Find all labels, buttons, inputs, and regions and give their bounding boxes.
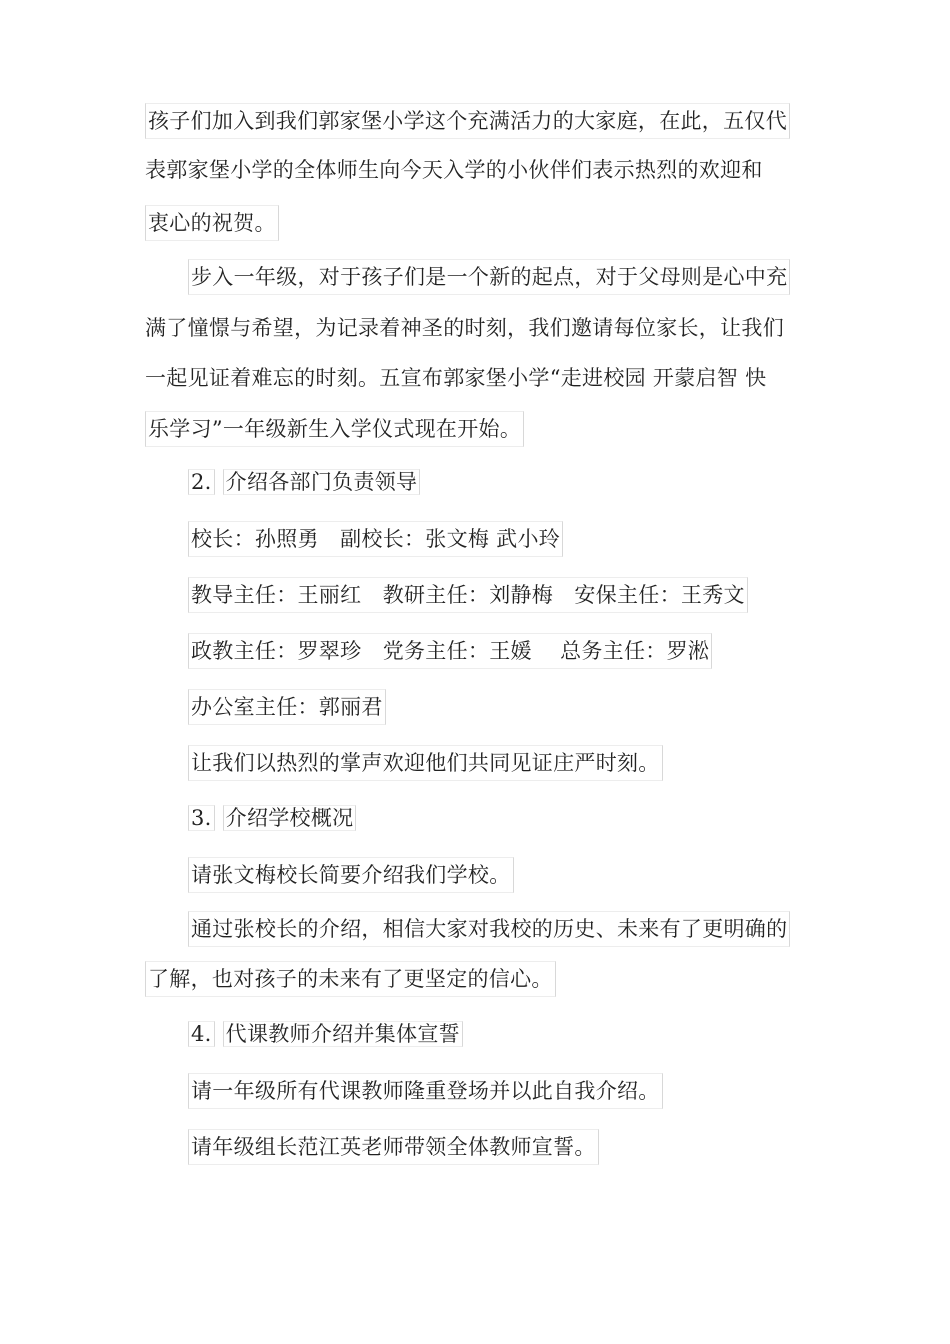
paragraph-line: 孩子们加入到我们郭家堡小学这个充满活力的大家庭，在此，五仅代	[145, 103, 790, 139]
leader-line: 校长：孙照勇 副校长：张文梅 武小玲	[188, 521, 563, 557]
section-title: 介绍学校概况	[223, 805, 357, 831]
paragraph-line: 请一年级所有代课教师隆重登场并以此自我介绍。	[188, 1073, 663, 1109]
section-title: 介绍各部门负责领导	[223, 469, 421, 495]
leader-line: 政教主任：罗翠珍 党务主任：王媛 总务主任：罗淞	[188, 633, 712, 669]
section-heading	[188, 465, 420, 499]
paragraph-line: 步入一年级，对于孩子们是一个新的起点，对于父母则是心中充	[188, 259, 790, 295]
section-number: 4.	[188, 1021, 215, 1047]
paragraph-line: 了解，也对孩子的未来有了更坚定的信心。	[145, 961, 556, 997]
paragraph-line: 满了憧憬与希望，为记录着神圣的时刻，我们邀请每位家长，让我们	[145, 316, 784, 340]
section-number: 2.	[188, 469, 215, 495]
paragraph-line: 请张文梅校长简要介绍我们学校。	[188, 857, 514, 893]
leader-line: 教导主任：王丽红 教研主任：刘静梅 安保主任：王秀文	[188, 577, 748, 613]
section-title: 代课教师介绍并集体宣誓	[223, 1021, 463, 1047]
paragraph-line: 乐学习”一年级新生入学仪式现在开始。	[145, 411, 524, 447]
paragraph-line: 请年级组长范江英老师带领全体教师宣誓。	[188, 1129, 599, 1165]
paragraph-line: 一起见证着难忘的时刻。五宣布郭家堡小学“走进校园 开蒙启智 快	[145, 366, 767, 390]
section-heading	[188, 801, 356, 835]
paragraph-line: 通过张校长的介绍，相信大家对我校的历史、未来有了更明确的	[188, 911, 790, 947]
section-heading	[188, 1017, 463, 1051]
leader-line: 办公室主任：郭丽君	[188, 689, 386, 725]
leader-line: 让我们以热烈的掌声欢迎他们共同见证庄严时刻。	[188, 745, 663, 781]
paragraph-line: 衷心的祝贺。	[145, 205, 279, 241]
paragraph-line: 表郭家堡小学的全体师生向今天入学的小伙伴们表示热烈的欢迎和	[145, 158, 763, 182]
section-number: 3.	[188, 805, 215, 831]
